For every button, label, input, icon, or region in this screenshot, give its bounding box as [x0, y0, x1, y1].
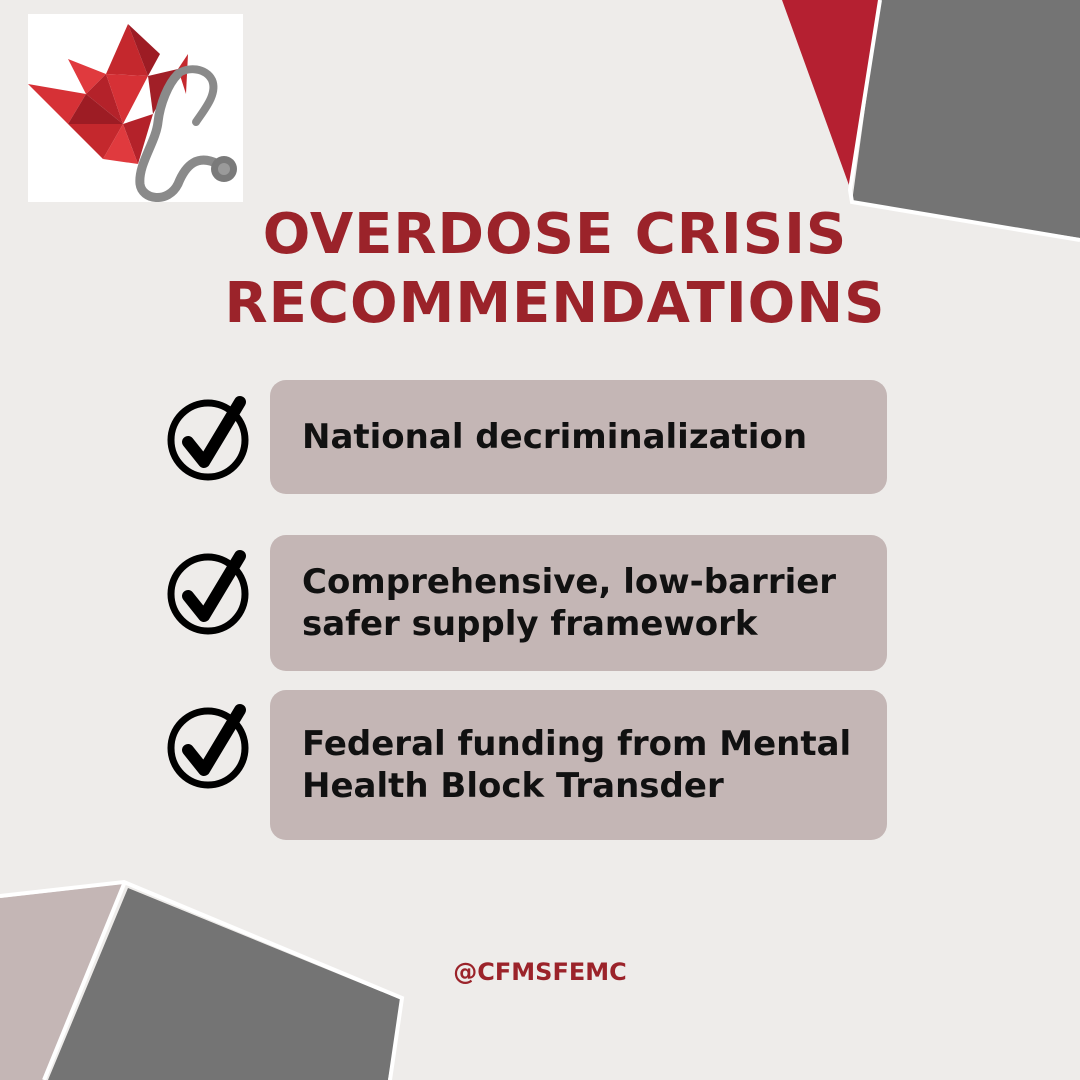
maple-leaf-stethoscope-icon — [28, 14, 243, 202]
checkmark-icon — [166, 702, 254, 792]
recommendation-item-3 — [270, 690, 887, 840]
checkmark-icon — [166, 548, 254, 638]
recommendation-text: Federal funding from Mental Health Block Transder — [302, 724, 852, 806]
recommendation-text: National decriminalization — [302, 417, 808, 457]
checkmark-icon — [166, 394, 254, 484]
page-title-line-2: RECOMMENDATIONS — [224, 271, 886, 336]
cfms-logo — [28, 14, 243, 202]
deco-gray-panel-top — [852, 0, 1080, 238]
recommendation-item-1 — [270, 380, 887, 494]
recommendation-text: Comprehensive, low-barrier safer supply framework — [302, 562, 837, 644]
recommendation-item-2 — [270, 535, 887, 671]
page-title-line-1: OVERDOSE CRISIS — [262, 202, 848, 267]
social-handle: @CFMSFEMC — [453, 958, 627, 986]
